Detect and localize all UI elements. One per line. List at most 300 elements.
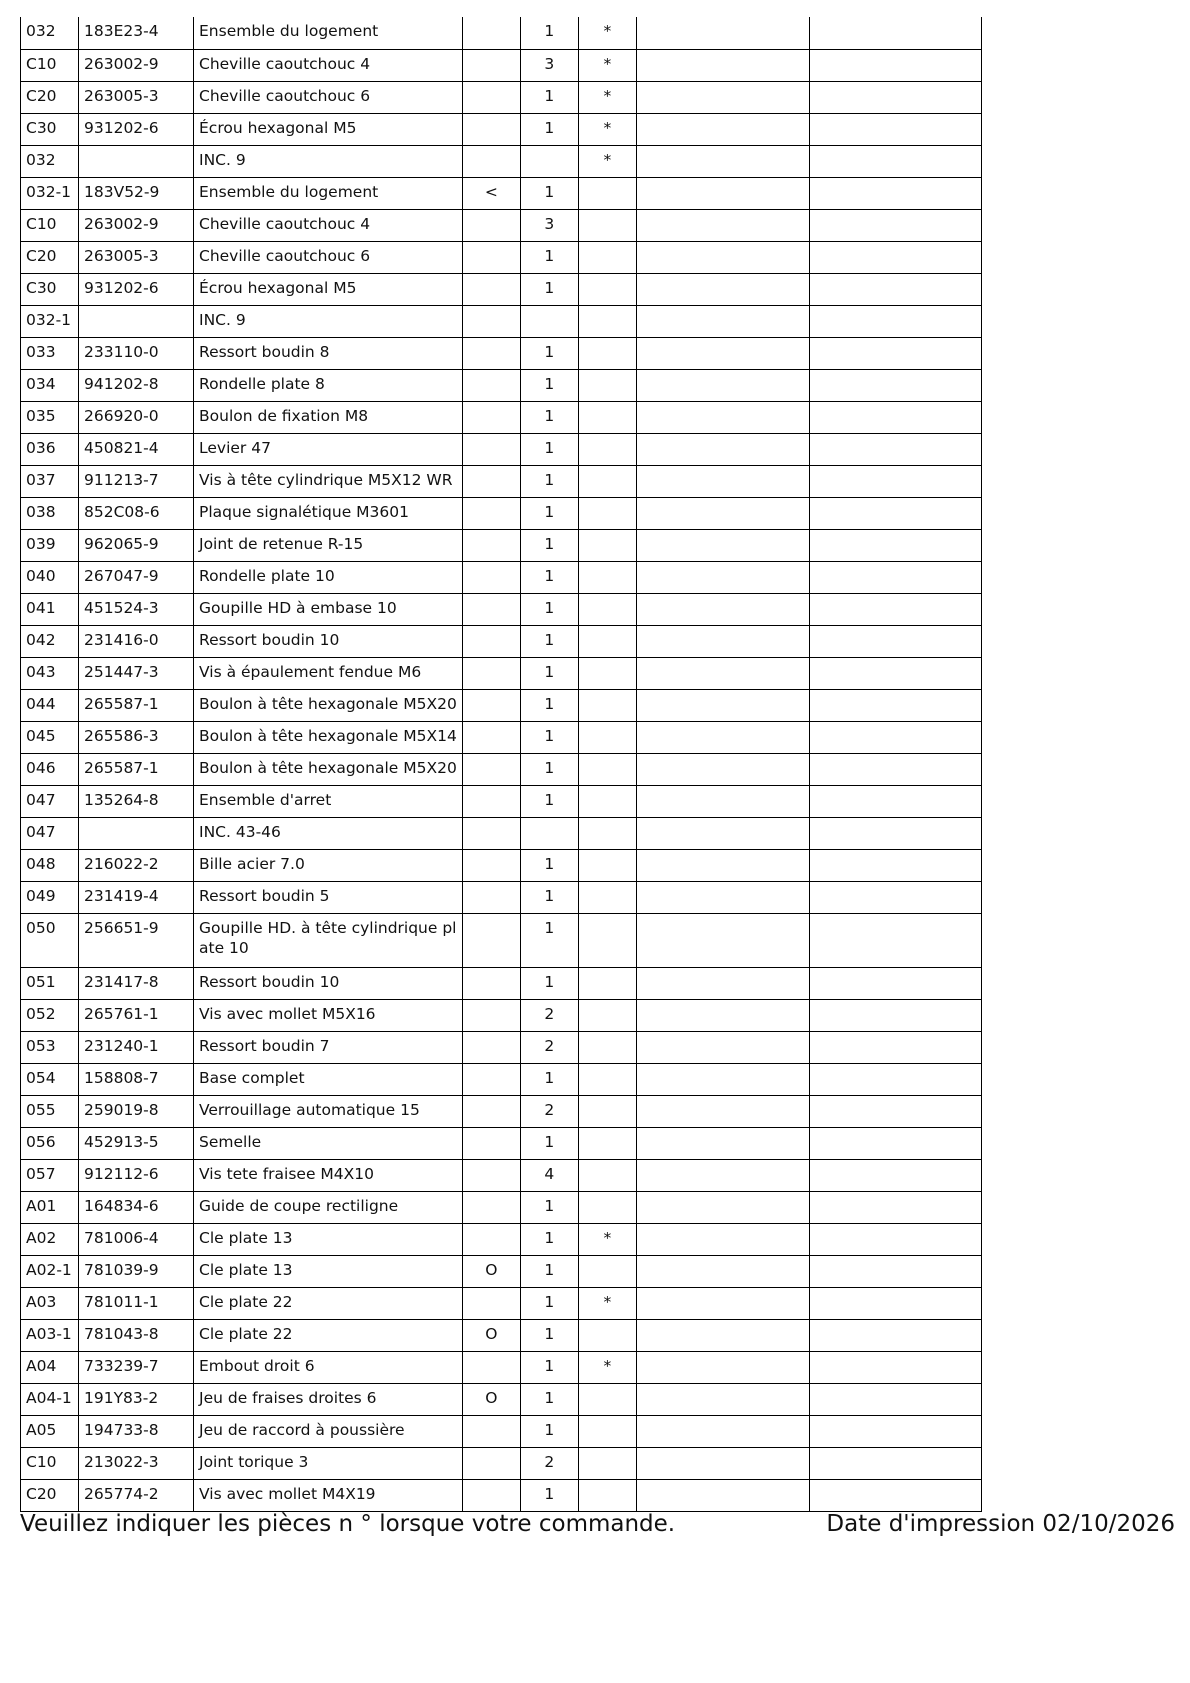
part-number-cell: 231240-1: [79, 1031, 194, 1063]
quantity-cell: 1: [520, 465, 578, 497]
blank-cell: [809, 529, 981, 561]
table-row: [21, 1223, 982, 1255]
item-number-cell: C10: [21, 1447, 79, 1479]
part-number-cell: 452913-5: [79, 1127, 194, 1159]
note-cell: [578, 657, 636, 689]
blank-cell: [809, 497, 981, 529]
note-cell: *: [578, 49, 636, 81]
quantity-cell: 1: [520, 1127, 578, 1159]
blank-cell: [809, 1223, 981, 1255]
item-number-cell: 032: [21, 17, 79, 49]
note-cell: [578, 337, 636, 369]
table-row: [21, 881, 982, 913]
blank-cell: [636, 817, 809, 849]
description-cell: Ensemble du logement: [194, 17, 463, 49]
item-number-cell: 056: [21, 1127, 79, 1159]
blank-cell: [636, 209, 809, 241]
blank-cell: [636, 337, 809, 369]
note-cell: [578, 305, 636, 337]
part-number-cell: 263005-3: [79, 241, 194, 273]
item-number-cell: A02-1: [21, 1255, 79, 1287]
table-row: [21, 401, 982, 433]
description-cell: Ressort boudin 7: [194, 1031, 463, 1063]
quantity-cell: 1: [520, 1415, 578, 1447]
blank-cell: [809, 369, 981, 401]
blank-cell: [809, 753, 981, 785]
item-number-cell: 057: [21, 1159, 79, 1191]
marker-cell: [462, 1031, 520, 1063]
marker-cell: [462, 241, 520, 273]
blank-cell: [636, 785, 809, 817]
blank-cell: [636, 1479, 809, 1511]
item-number-cell: 040: [21, 561, 79, 593]
quantity-cell: 1: [520, 1063, 578, 1095]
marker-cell: [462, 753, 520, 785]
note-cell: [578, 753, 636, 785]
note-cell: [578, 817, 636, 849]
blank-cell: [636, 145, 809, 177]
description-cell: Cheville caoutchouc 6: [194, 81, 463, 113]
order-instruction-note: Veuillez indiquer les pièces n ° lorsque votre commande.: [20, 1511, 676, 1537]
marker-cell: O: [462, 1255, 520, 1287]
part-number-cell: 191Y83-2: [79, 1383, 194, 1415]
blank-cell: [636, 625, 809, 657]
quantity-cell: 1: [520, 177, 578, 209]
item-number-cell: C20: [21, 81, 79, 113]
quantity-cell: 2: [520, 1095, 578, 1127]
blank-cell: [636, 1223, 809, 1255]
blank-cell: [636, 49, 809, 81]
marker-cell: [462, 337, 520, 369]
blank-cell: [636, 689, 809, 721]
quantity-cell: 1: [520, 369, 578, 401]
marker-cell: [462, 849, 520, 881]
note-cell: [578, 967, 636, 999]
quantity-cell: 1: [520, 273, 578, 305]
quantity-cell: 1: [520, 1223, 578, 1255]
marker-cell: [462, 721, 520, 753]
part-number-cell: 183V52-9: [79, 177, 194, 209]
blank-cell: [809, 17, 981, 49]
description-cell: INC. 9: [194, 305, 463, 337]
blank-cell: [636, 1415, 809, 1447]
quantity-cell: 2: [520, 1447, 578, 1479]
marker-cell: [462, 625, 520, 657]
quantity-cell: 1: [520, 17, 578, 49]
table-row: [21, 689, 982, 721]
quantity-cell: 1: [520, 1255, 578, 1287]
note-cell: *: [578, 145, 636, 177]
item-number-cell: 047: [21, 817, 79, 849]
item-number-cell: 037: [21, 465, 79, 497]
part-number-cell: 852C08-6: [79, 497, 194, 529]
quantity-cell: 1: [520, 561, 578, 593]
blank-cell: [809, 1319, 981, 1351]
description-cell: Cle plate 22: [194, 1287, 463, 1319]
marker-cell: [462, 1159, 520, 1191]
description-cell: Semelle: [194, 1127, 463, 1159]
description-cell: Écrou hexagonal M5: [194, 113, 463, 145]
blank-cell: [636, 1031, 809, 1063]
blank-cell: [636, 369, 809, 401]
note-cell: *: [578, 1287, 636, 1319]
item-number-cell: C20: [21, 241, 79, 273]
item-number-cell: A03: [21, 1287, 79, 1319]
blank-cell: [636, 177, 809, 209]
blank-cell: [809, 721, 981, 753]
parts-table: [20, 17, 982, 1512]
blank-cell: [809, 209, 981, 241]
marker-cell: [462, 913, 520, 967]
table-row: [21, 1415, 982, 1447]
blank-cell: [636, 241, 809, 273]
description-cell: Cle plate 13: [194, 1255, 463, 1287]
blank-cell: [809, 465, 981, 497]
marker-cell: [462, 1447, 520, 1479]
marker-cell: [462, 113, 520, 145]
table-row: [21, 1191, 982, 1223]
blank-cell: [809, 593, 981, 625]
item-number-cell: 039: [21, 529, 79, 561]
table-row: [21, 369, 982, 401]
item-number-cell: 044: [21, 689, 79, 721]
note-cell: [578, 369, 636, 401]
part-number-cell: 251447-3: [79, 657, 194, 689]
quantity-cell: 2: [520, 1031, 578, 1063]
blank-cell: [809, 1415, 981, 1447]
part-number-cell: 265587-1: [79, 753, 194, 785]
table-row: [21, 1383, 982, 1415]
blank-cell: [636, 657, 809, 689]
blank-cell: [809, 1095, 981, 1127]
marker-cell: [462, 593, 520, 625]
note-cell: [578, 1063, 636, 1095]
parts-table-body: [21, 17, 982, 1511]
table-row: [21, 1447, 982, 1479]
part-number-cell: 183E23-4: [79, 17, 194, 49]
table-row: [21, 657, 982, 689]
blank-cell: [636, 1191, 809, 1223]
quantity-cell: 1: [520, 337, 578, 369]
blank-cell: [809, 1255, 981, 1287]
note-cell: [578, 849, 636, 881]
description-cell: Ressort boudin 10: [194, 967, 463, 999]
note-cell: [578, 593, 636, 625]
quantity-cell: 1: [520, 241, 578, 273]
blank-cell: [636, 999, 809, 1031]
item-number-cell: 041: [21, 593, 79, 625]
item-number-cell: 042: [21, 625, 79, 657]
note-cell: [578, 1127, 636, 1159]
blank-cell: [636, 497, 809, 529]
marker-cell: [462, 561, 520, 593]
description-cell: Goupille HD. à tête cylindrique plate 10: [194, 913, 463, 967]
part-number-cell: [79, 305, 194, 337]
part-number-cell: 962065-9: [79, 529, 194, 561]
blank-cell: [636, 967, 809, 999]
table-row: [21, 1479, 982, 1511]
table-row: [21, 561, 982, 593]
part-number-cell: 263002-9: [79, 49, 194, 81]
item-number-cell: C20: [21, 1479, 79, 1511]
description-cell: Ensemble du logement: [194, 177, 463, 209]
blank-cell: [809, 999, 981, 1031]
part-number-cell: 912112-6: [79, 1159, 194, 1191]
description-cell: Guide de coupe rectiligne: [194, 1191, 463, 1223]
note-cell: [578, 785, 636, 817]
blank-cell: [809, 1447, 981, 1479]
note-cell: [578, 1031, 636, 1063]
note-cell: *: [578, 1351, 636, 1383]
blank-cell: [636, 113, 809, 145]
table-row: [21, 721, 982, 753]
table-row: [21, 241, 982, 273]
description-cell: Cheville caoutchouc 6: [194, 241, 463, 273]
blank-cell: [636, 1159, 809, 1191]
description-cell: Vis tete fraisee M4X10: [194, 1159, 463, 1191]
marker-cell: [462, 881, 520, 913]
item-number-cell: 050: [21, 913, 79, 967]
item-number-cell: A03-1: [21, 1319, 79, 1351]
part-number-cell: 781043-8: [79, 1319, 194, 1351]
note-cell: [578, 1159, 636, 1191]
marker-cell: [462, 1063, 520, 1095]
blank-cell: [636, 17, 809, 49]
description-cell: Écrou hexagonal M5: [194, 273, 463, 305]
description-cell: Joint de retenue R-15: [194, 529, 463, 561]
marker-cell: [462, 1127, 520, 1159]
marker-cell: [462, 145, 520, 177]
note-cell: [578, 1191, 636, 1223]
blank-cell: [636, 305, 809, 337]
item-number-cell: A05: [21, 1415, 79, 1447]
quantity-cell: 1: [520, 401, 578, 433]
blank-cell: [636, 721, 809, 753]
blank-cell: [636, 561, 809, 593]
blank-cell: [636, 849, 809, 881]
part-number-cell: 259019-8: [79, 1095, 194, 1127]
blank-cell: [809, 433, 981, 465]
item-number-cell: A04: [21, 1351, 79, 1383]
part-number-cell: 233110-0: [79, 337, 194, 369]
blank-cell: [809, 849, 981, 881]
description-cell: Vis avec mollet M5X16: [194, 999, 463, 1031]
item-number-cell: 055: [21, 1095, 79, 1127]
quantity-cell: [520, 305, 578, 337]
part-number-cell: 158808-7: [79, 1063, 194, 1095]
quantity-cell: 1: [520, 1191, 578, 1223]
blank-cell: [636, 593, 809, 625]
quantity-cell: 1: [520, 1479, 578, 1511]
blank-cell: [809, 1127, 981, 1159]
table-row: [21, 817, 982, 849]
blank-cell: [636, 273, 809, 305]
blank-cell: [636, 1351, 809, 1383]
description-cell: Boulon à tête hexagonale M5X20: [194, 753, 463, 785]
print-date: Date d'impression 02/10/2026: [826, 1511, 1175, 1537]
marker-cell: [462, 817, 520, 849]
blank-cell: [809, 241, 981, 273]
quantity-cell: 1: [520, 81, 578, 113]
table-row: [21, 81, 982, 113]
table-row: [21, 433, 982, 465]
blank-cell: [809, 657, 981, 689]
table-row: [21, 593, 982, 625]
quantity-cell: 1: [520, 113, 578, 145]
table-row: [21, 49, 982, 81]
note-cell: [578, 1415, 636, 1447]
description-cell: INC. 9: [194, 145, 463, 177]
part-number-cell: 231419-4: [79, 881, 194, 913]
note-cell: [578, 1447, 636, 1479]
note-cell: *: [578, 113, 636, 145]
blank-cell: [809, 177, 981, 209]
table-row: [21, 625, 982, 657]
blank-cell: [809, 1063, 981, 1095]
blank-cell: [636, 1287, 809, 1319]
note-cell: *: [578, 17, 636, 49]
blank-cell: [809, 785, 981, 817]
marker-cell: [462, 999, 520, 1031]
marker-cell: O: [462, 1319, 520, 1351]
description-cell: Ressort boudin 5: [194, 881, 463, 913]
description-cell: Levier 47: [194, 433, 463, 465]
item-number-cell: C10: [21, 49, 79, 81]
blank-cell: [636, 1319, 809, 1351]
blank-cell: [636, 913, 809, 967]
marker-cell: [462, 497, 520, 529]
item-number-cell: 053: [21, 1031, 79, 1063]
blank-cell: [809, 81, 981, 113]
description-cell: Cle plate 22: [194, 1319, 463, 1351]
item-number-cell: 046: [21, 753, 79, 785]
blank-cell: [809, 1383, 981, 1415]
marker-cell: [462, 785, 520, 817]
blank-cell: [809, 49, 981, 81]
quantity-cell: 1: [520, 529, 578, 561]
note-cell: [578, 999, 636, 1031]
table-row: [21, 305, 982, 337]
note-cell: [578, 273, 636, 305]
description-cell: Goupille HD à embase 10: [194, 593, 463, 625]
marker-cell: [462, 369, 520, 401]
note-cell: [578, 209, 636, 241]
blank-cell: [809, 625, 981, 657]
table-row: [21, 1287, 982, 1319]
description-cell: Ressort boudin 8: [194, 337, 463, 369]
quantity-cell: 1: [520, 625, 578, 657]
quantity-cell: [520, 145, 578, 177]
part-number-cell: 265587-1: [79, 689, 194, 721]
item-number-cell: 051: [21, 967, 79, 999]
table-row: [21, 1127, 982, 1159]
quantity-cell: 1: [520, 497, 578, 529]
table-row: [21, 1319, 982, 1351]
table-row: [21, 529, 982, 561]
quantity-cell: 1: [520, 881, 578, 913]
marker-cell: [462, 433, 520, 465]
item-number-cell: 035: [21, 401, 79, 433]
blank-cell: [809, 1351, 981, 1383]
note-cell: [578, 177, 636, 209]
blank-cell: [636, 1447, 809, 1479]
blank-cell: [636, 401, 809, 433]
description-cell: Vis avec mollet M4X19: [194, 1479, 463, 1511]
item-number-cell: 032: [21, 145, 79, 177]
marker-cell: [462, 657, 520, 689]
note-cell: [578, 1383, 636, 1415]
description-cell: Rondelle plate 8: [194, 369, 463, 401]
blank-cell: [636, 753, 809, 785]
part-number-cell: 265774-2: [79, 1479, 194, 1511]
blank-cell: [809, 1191, 981, 1223]
quantity-cell: 1: [520, 1383, 578, 1415]
description-cell: Rondelle plate 10: [194, 561, 463, 593]
description-cell: Verrouillage automatique 15: [194, 1095, 463, 1127]
quantity-cell: 1: [520, 913, 578, 967]
table-row: [21, 497, 982, 529]
item-number-cell: C30: [21, 113, 79, 145]
marker-cell: [462, 1415, 520, 1447]
marker-cell: [462, 689, 520, 721]
part-number-cell: 931202-6: [79, 113, 194, 145]
table-row: [21, 1255, 982, 1287]
item-number-cell: C10: [21, 209, 79, 241]
quantity-cell: 4: [520, 1159, 578, 1191]
blank-cell: [636, 465, 809, 497]
blank-cell: [809, 145, 981, 177]
part-number-cell: 216022-2: [79, 849, 194, 881]
note-cell: [578, 625, 636, 657]
note-cell: [578, 721, 636, 753]
table-row: [21, 967, 982, 999]
blank-cell: [809, 401, 981, 433]
marker-cell: [462, 209, 520, 241]
table-row: [21, 177, 982, 209]
description-cell: Cle plate 13: [194, 1223, 463, 1255]
description-cell: Vis à épaulement fendue M6: [194, 657, 463, 689]
blank-cell: [636, 1127, 809, 1159]
quantity-cell: 1: [520, 1351, 578, 1383]
part-number-cell: 781011-1: [79, 1287, 194, 1319]
marker-cell: [462, 529, 520, 561]
part-number-cell: 265761-1: [79, 999, 194, 1031]
item-number-cell: 043: [21, 657, 79, 689]
part-number-cell: 135264-8: [79, 785, 194, 817]
blank-cell: [809, 689, 981, 721]
blank-cell: [809, 967, 981, 999]
marker-cell: [462, 1351, 520, 1383]
part-number-cell: [79, 817, 194, 849]
part-number-cell: 941202-8: [79, 369, 194, 401]
note-cell: [578, 1095, 636, 1127]
item-number-cell: A02: [21, 1223, 79, 1255]
note-cell: [578, 529, 636, 561]
note-cell: [578, 913, 636, 967]
note-cell: [578, 465, 636, 497]
note-cell: [578, 561, 636, 593]
part-number-cell: 263002-9: [79, 209, 194, 241]
quantity-cell: 1: [520, 967, 578, 999]
part-number-cell: 263005-3: [79, 81, 194, 113]
part-number-cell: 231416-0: [79, 625, 194, 657]
description-cell: INC. 43-46: [194, 817, 463, 849]
blank-cell: [636, 529, 809, 561]
part-number-cell: 267047-9: [79, 561, 194, 593]
blank-cell: [809, 1479, 981, 1511]
table-row: [21, 1031, 982, 1063]
marker-cell: [462, 1287, 520, 1319]
